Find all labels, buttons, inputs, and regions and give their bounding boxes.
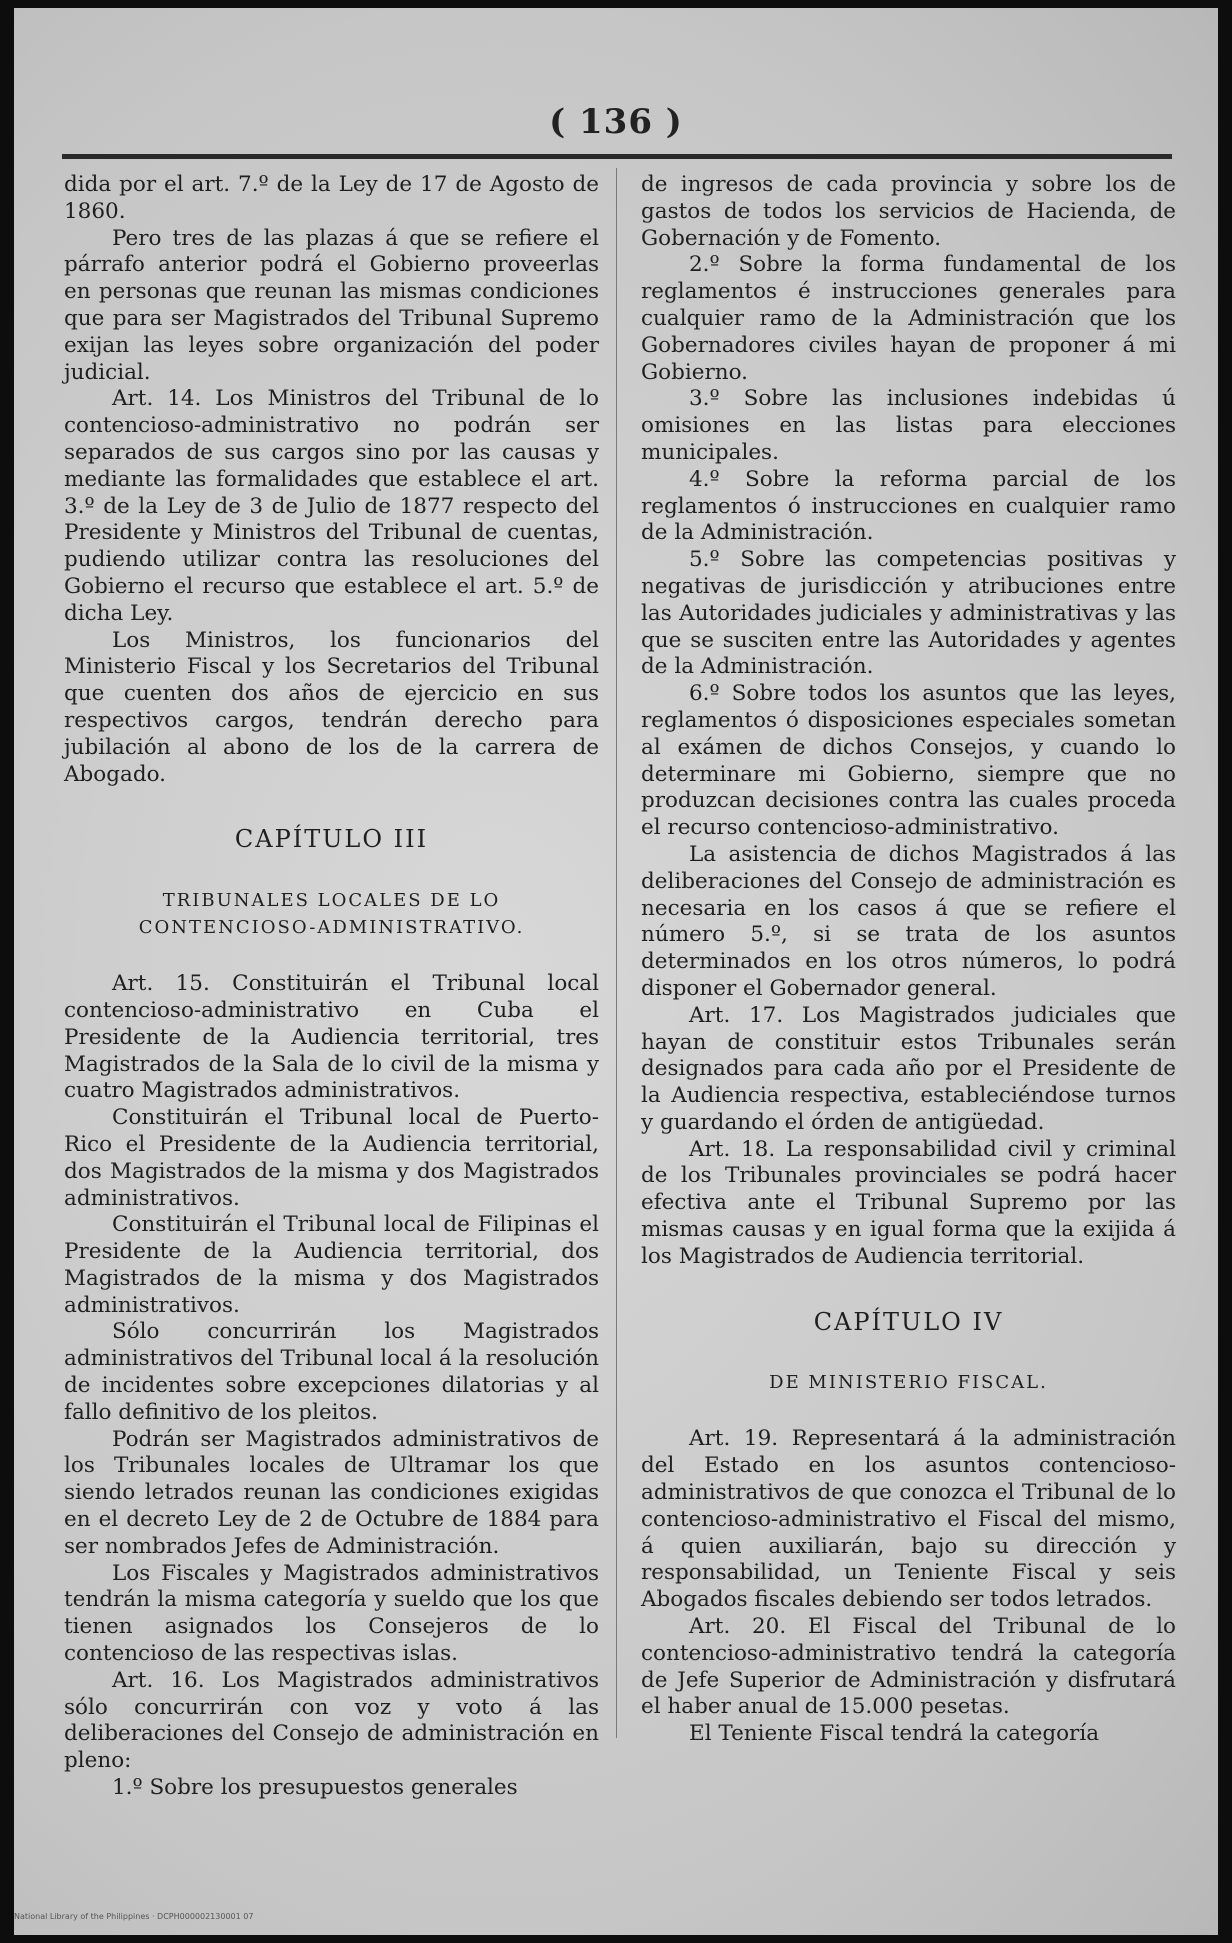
paragraph: Pero tres de las plazas á que se refiere el párrafo anterior podrá el Gobierno proveerlas en personas que reunan las mismas condiciones que para ser Magistrados del Tribunal Supremo exijan las leyes sobre organización del poder judicial.	[64, 225, 599, 385]
chapter-title: CAPÍTULO III	[234, 825, 429, 854]
paragraph: Constituirán el Tribunal local de Filipinas el Presidente de la Audiencia territorial, dos Magistrados de la misma y dos Magistrados administrativos.	[64, 1212, 599, 1318]
chapter-subtitle: TRIBUNALES LOCALES DE LO CONTENCIOSO-ADMINISTRATIVO.	[138, 890, 525, 939]
paragraph: 2.º Sobre la forma fundamental de los reglamentos é instrucciones generales para cualquier ramo de la Administración que los Gobernadores civiles hayan de proponer á mi Gobierno.	[641, 252, 1176, 385]
right-paragraphs-before	[641, 172, 1176, 1271]
chapter-subtitle: DE MINISTERIO FISCAL.	[769, 1372, 1048, 1394]
paragraph: Los Fiscales y Magistrados administrativos tendrán la misma categoría y sueldo que los que tienen asignados los Consejeros de lo contencioso de las respectivas islas.	[64, 1560, 599, 1667]
paragraph: 3.º Sobre las inclusiones indebidas ú omisiones en las listas para elecciones municipales.	[641, 386, 1176, 465]
right-paragraphs-after	[641, 1426, 1176, 1748]
chapter-title: CAPÍTULO IV	[813, 1307, 1004, 1336]
paragraph: 6.º Sobre todos los asuntos que las leyes, reglamentos ó disposiciones especiales sometan al exámen de dichos Consejos, y cuando lo determinare mi Gobierno, siempre que no produzcan decisiones contra las cuales proceda el recurso contencioso-administrativo.	[641, 681, 1176, 841]
paragraph: Podrán ser Magistrados administrativos de los Tribunales locales de Ultramar los que siendo letrados reunan las condiciones exigidas en el decreto Ley de 2 de Octubre de 1884 para ser nombrados Jefes de Administración.	[64, 1426, 599, 1559]
document-page	[14, 8, 1218, 1935]
right-column	[641, 172, 1176, 1747]
column-divider	[616, 168, 617, 1738]
left-paragraphs-before	[64, 172, 599, 788]
paragraph: Art. 20. El Fiscal del Tribunal de lo contencioso-administrativo tendrá la categoría de Jefe Superior de Administración y disfrutará el haber anual de 15.000 pesetas.	[641, 1614, 1176, 1720]
paragraph: Art. 16. Los Magistrados administrativos sólo concurrirán con voz y voto á las deliberaciones del Consejo de administración en pleno:	[64, 1667, 599, 1774]
left-paragraphs-after	[64, 971, 599, 1802]
left-column	[64, 172, 599, 1801]
paragraph: 5.º Sobre las competencias positivas y negativas de jurisdicción y atribuciones entre las Autoridades judiciales y administrativas y las que se susciten entre las Autoridades y agentes de la Administración.	[641, 547, 1176, 680]
scan-footer: National Library of the Philippines · DCPH000002130001 07	[14, 1912, 254, 1921]
paragraph: Constituirán el Tribunal local de Puerto-Rico el Presidente de la Audiencia territorial, dos Magistrados de la misma y dos Magistrados administrativos.	[64, 1105, 599, 1211]
paragraph: Sólo concurrirán los Magistrados administrativos del Tribunal local á la resolución de incidentes sobre excepciones dilatorias y al fallo definitivo de los pleitos.	[64, 1319, 599, 1425]
paragraph: Art. 14. Los Ministros del Tribunal de lo contencioso-administrativo no podrán ser separados de sus cargos sino por las causas y mediante las formalidades que establece el art. 3.º de la Ley de 3 de Julio de 1877 respecto del Presidente y Ministros del Tribunal de cuentas, pudiendo utilizar contra las resoluciones del Gobierno el recurso que establece el art. 5.º de dicha Ley.	[64, 386, 599, 626]
paragraph: Los Ministros, los funcionarios del Ministerio Fiscal y los Secretarios del Tribunal que cuenten dos años de ejercicio en sus respectivos cargos, tendrán derecho para jubilación al abono de los de la carrera de Abogado.	[64, 627, 599, 787]
paragraph: Art. 17. Los Magistrados judiciales que hayan de constituir estos Tribunales serán designados para cada año por el Presidente de la Audiencia respectiva, estableciéndose turnos y guardando el órden de antigüedad.	[641, 1002, 1176, 1135]
paragraph: de ingresos de cada provincia y sobre los de gastos de todos los servicios de Hacienda, de Gobernación y de Fomento.	[641, 172, 1176, 251]
paragraph: Art. 19. Representará á la administración del Estado en los asuntos contencioso-administrativos de que conozca el Tribunal de lo contencioso-administrativo el Fiscal del mismo, á quien auxiliarán, bajo su dirección y responsabilidad, un Teniente Fiscal y seis Abogados fiscales debiendo ser todos letrados.	[641, 1426, 1176, 1613]
paragraph: dida por el art. 7.º de la Ley de 17 de Agosto de 1860.	[64, 172, 599, 224]
paragraph: 1.º Sobre los presupuestos generales	[112, 1775, 518, 1801]
paragraph: Art. 15. Constituirán el Tribunal local contencioso-administrativo en Cuba el Presidente de la Audiencia territorial, tres Magistrados de la Sala de lo civil de la misma y cuatro Magistrados administrativos.	[64, 971, 599, 1104]
page-number: ( 136 )	[549, 102, 683, 142]
paragraph: Art. 18. La responsabilidad civil y criminal de los Tribunales provinciales se podrá hacer efectiva ante el Tribunal Supremo por las mismas causas y en igual forma que la exijida á los Magistrados de Audiencia territorial.	[641, 1136, 1176, 1269]
paragraph: La asistencia de dichos Magistrados á las deliberaciones del Consejo de administración es necesaria en los casos á que se refiere el número 5.º, si se trata de los asuntos determinados en los otros números, lo podrá disponer el Gobernador general.	[641, 841, 1176, 1001]
paragraph: 4.º Sobre la reforma parcial de los reglamentos ó instrucciones en cualquier ramo de la Administración.	[641, 466, 1176, 546]
paragraph: El Teniente Fiscal tendrá la categoría	[689, 1721, 1100, 1747]
header-rule	[62, 154, 1172, 159]
